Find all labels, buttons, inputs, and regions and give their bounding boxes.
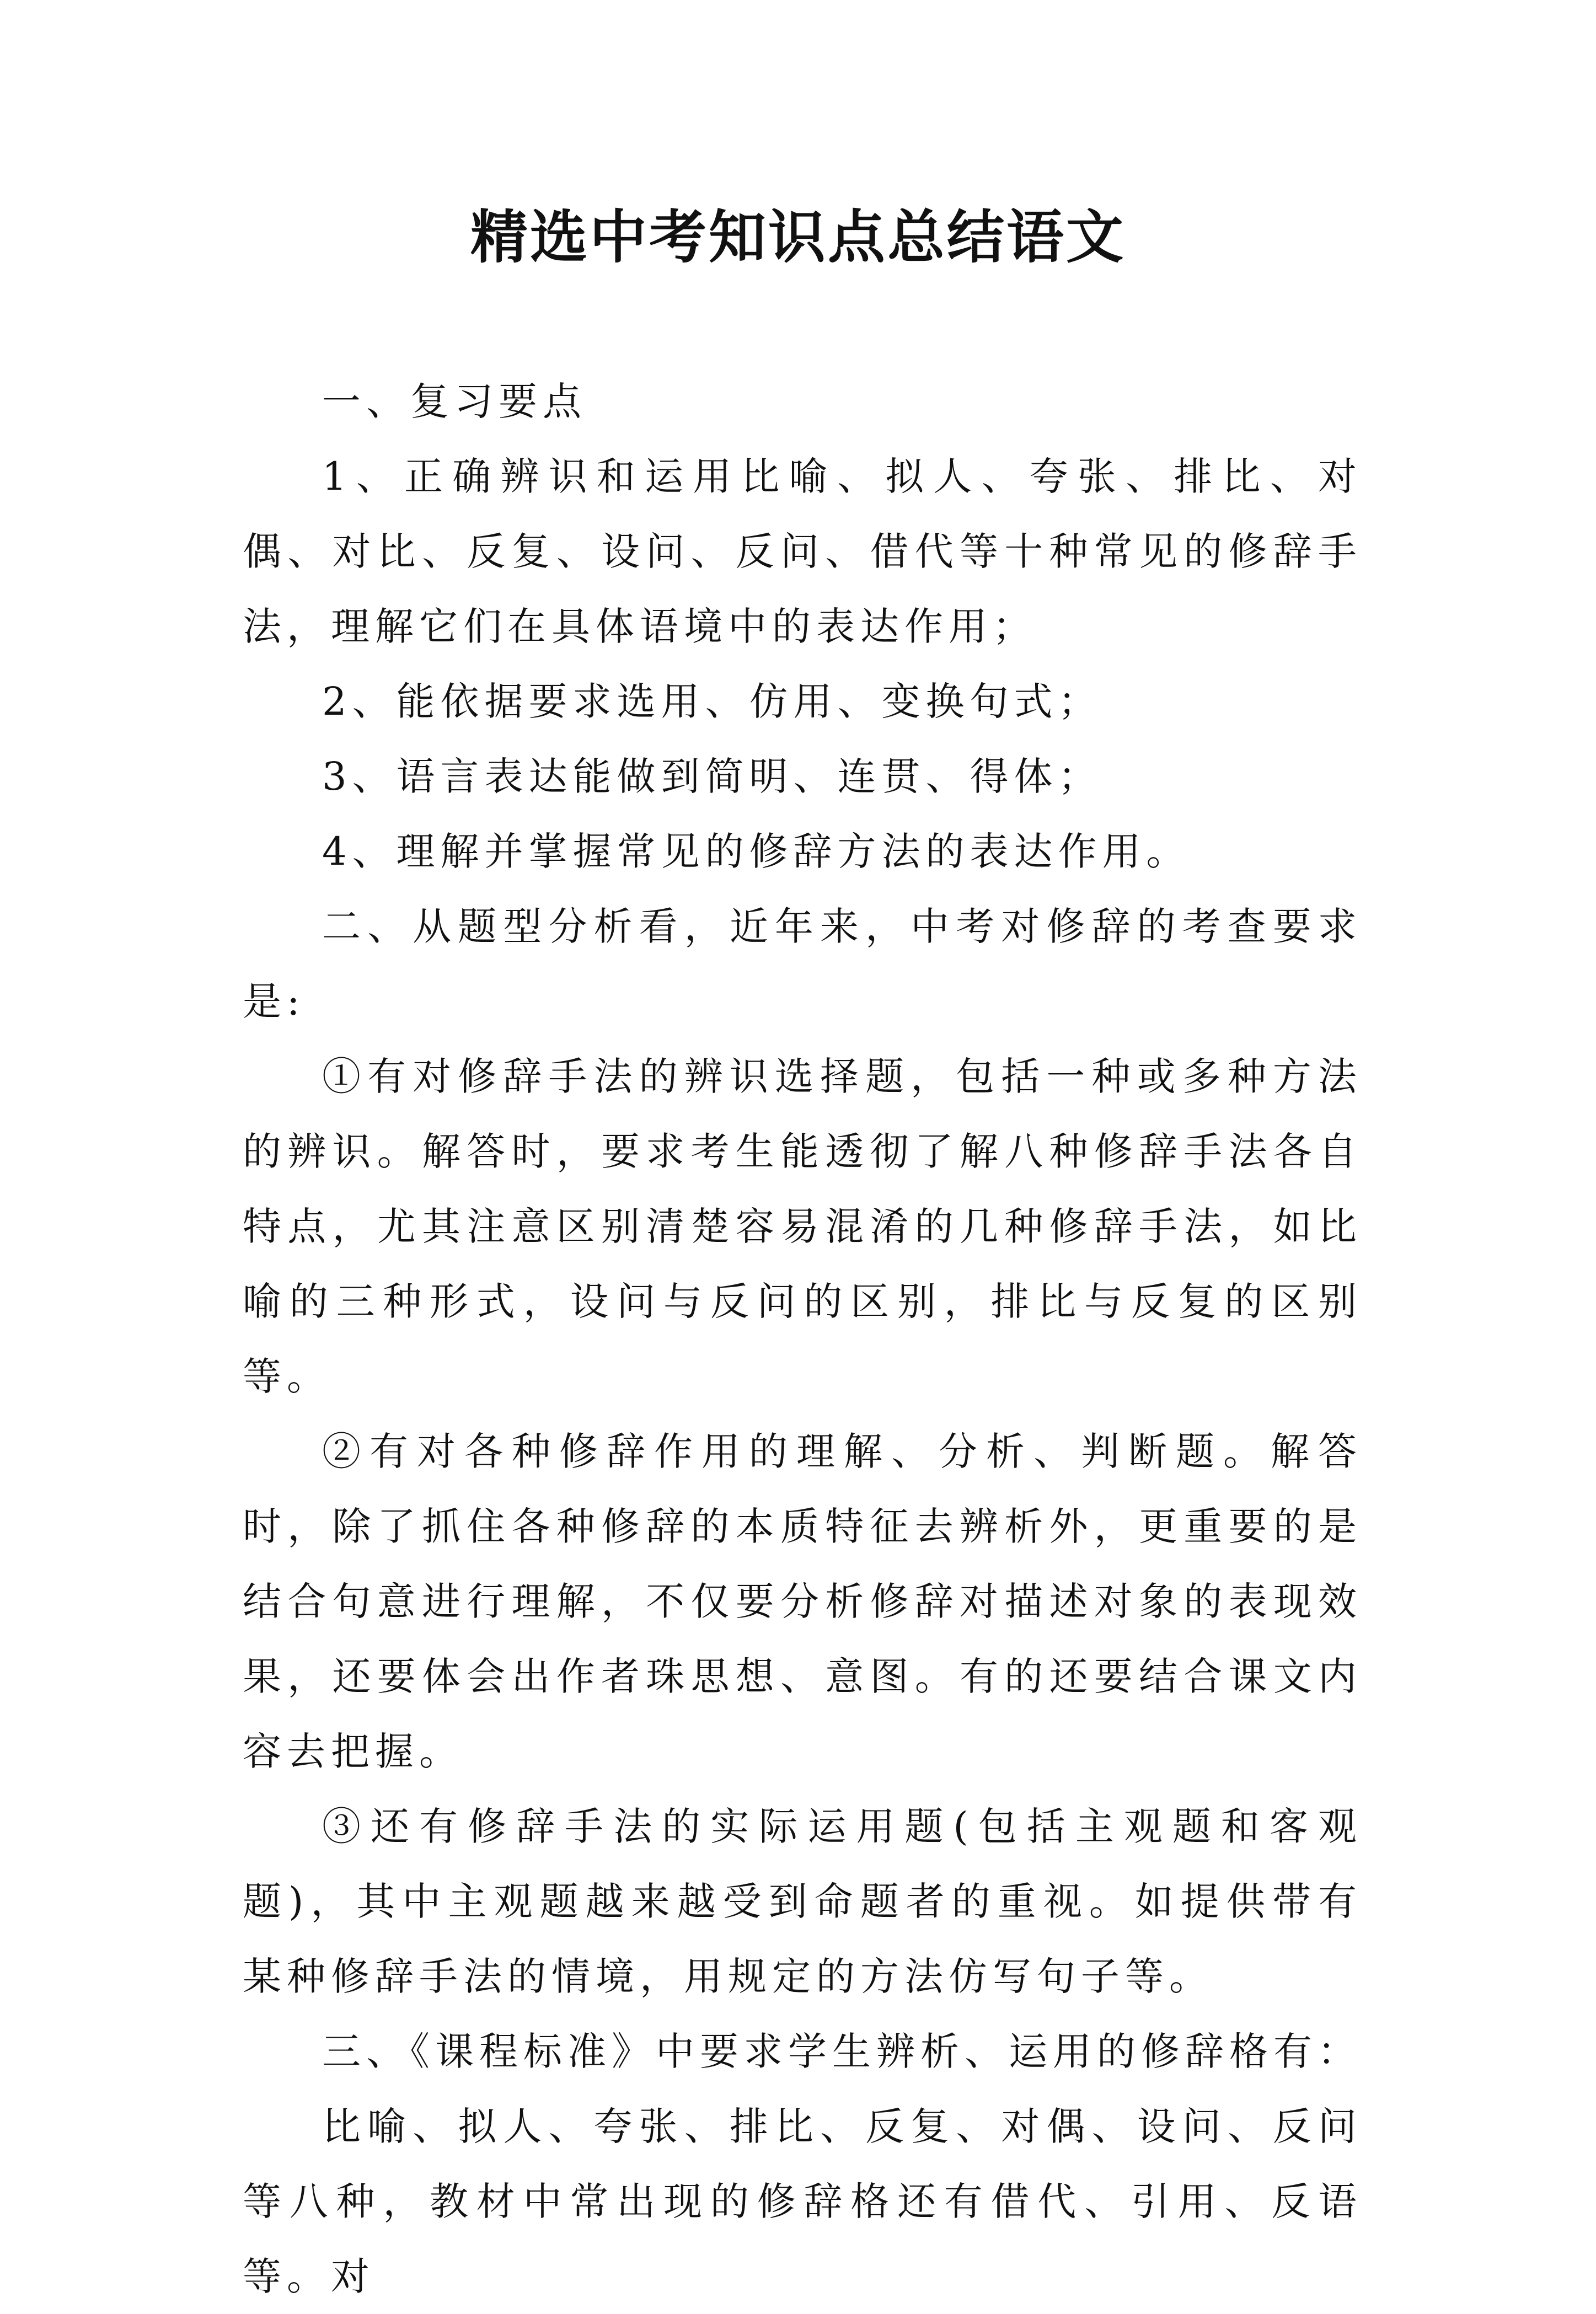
paragraph-item-3: ③还有修辞手法的实际运用题(包括主观题和客观题)，其中主观题越来越受到命题者的重视。如提供带有某种修辞手法的情境，用规定的方法仿写句子等。	[243, 1804, 1362, 1999]
paragraph-point-4: 4、理解并掌握常见的修辞方法的表达作用。	[322, 829, 1191, 874]
document-title: 精选中考知识点总结语文	[470, 203, 1126, 271]
paragraph-item-2: ②有对各种修辞作用的理解、分析、判断题。解答时，除了抓住各种修辞的本质特征去辨析外，更重要的是结合句意进行理解，不仅要分析修辞对描述对象的表现效果，还要体会出作者珠思想、意图。有的还要结合课文内容去把握。	[243, 1429, 1362, 1774]
paragraph-rhetoric-list: 比喻、拟人、夸张、排比、反复、对偶、设问、反问等八种，教材中常出现的修辞格还有借代、引用、反语等。对	[243, 2104, 1362, 2299]
section-heading-question-analysis: 二、从题型分析看，近年来，中考对修辞的考查要求是:	[243, 904, 1362, 1024]
paragraph-point-1: 1、正确辨识和运用比喻、拟人、夸张、排比、对偶、对比、反复、设问、反问、借代等十种常见的修辞手法，理解它们在具体语境中的表达作用；	[243, 454, 1362, 649]
section-heading-curriculum-standard: 三、《课程标准》中要求学生辨析、运用的修辞格有：	[322, 2029, 1362, 2074]
paragraph-item-1: ①有对修辞手法的辨识选择题，包括一种或多种方法的辨识。解答时，要求考生能透彻了解八种修辞手法各自特点，尤其注意区别清楚容易混淆的几种修辞手法，如比喻的三种形式，设问与反问的区别，排比与反复的区别等。	[243, 1054, 1362, 1399]
paragraph-point-3: 3、语言表达能做到简明、连贯、得体；	[322, 754, 1102, 799]
document-body	[243, 364, 1362, 2314]
paragraph-point-2: 2、能依据要求选用、仿用、变换句式；	[322, 679, 1102, 724]
section-heading-review-points: 一、复习要点	[322, 379, 587, 424]
